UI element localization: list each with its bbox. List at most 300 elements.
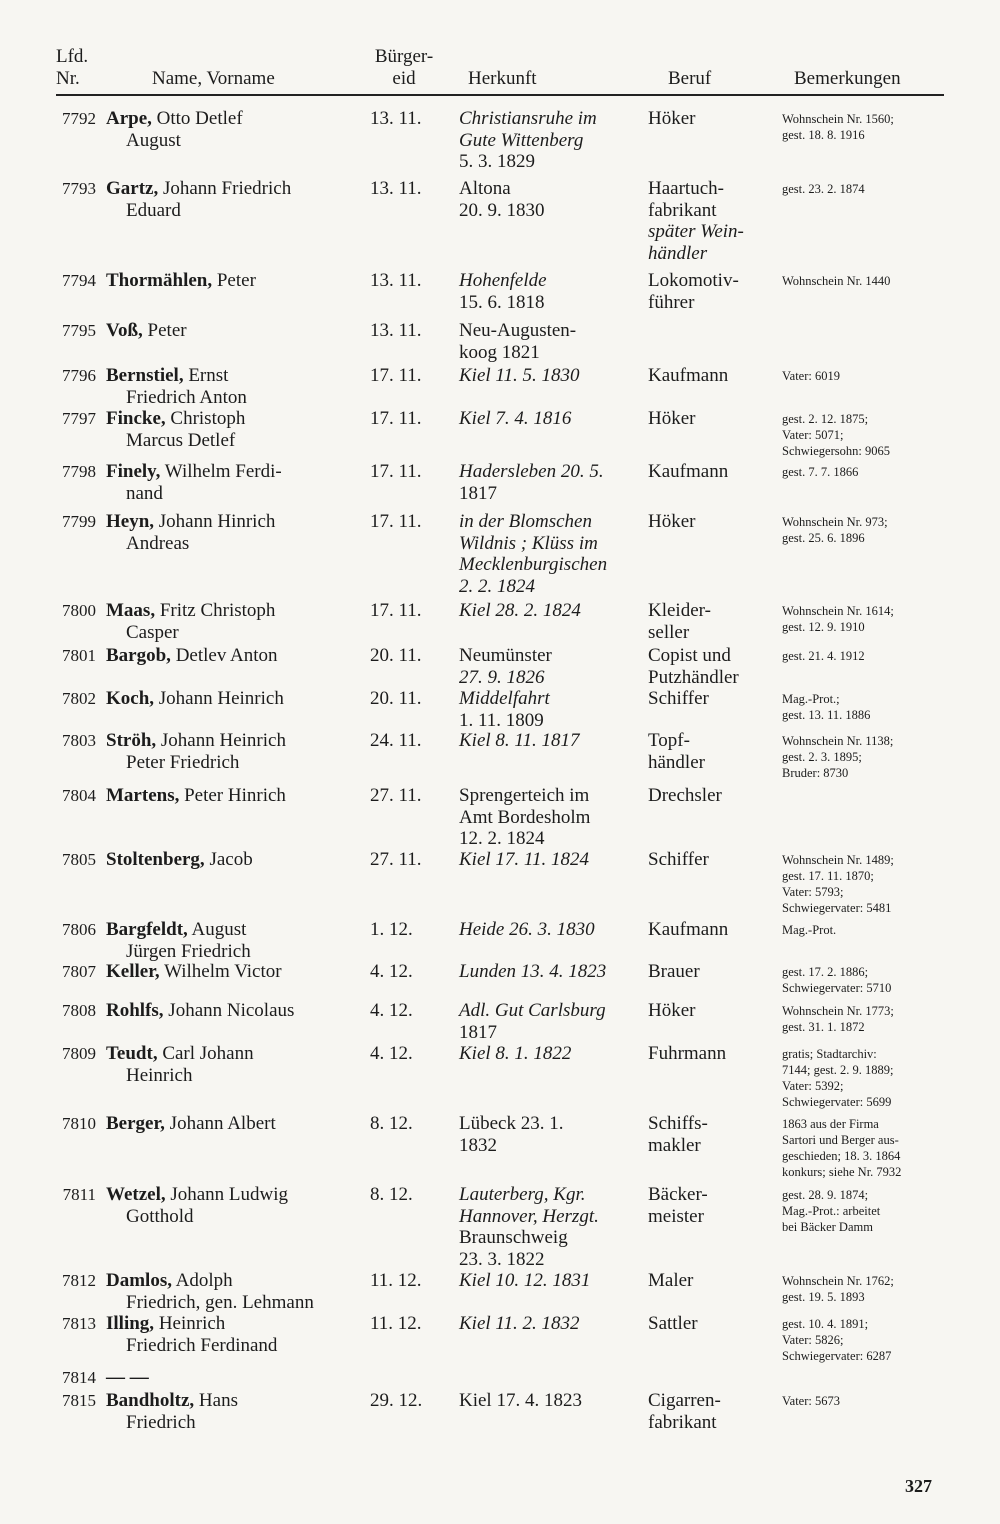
origin [459,785,644,850]
oath-date: 4. 12. [370,1043,413,1064]
header-nr [56,46,88,90]
oath-date: 29. 12. [370,1390,423,1411]
occupation [648,408,778,430]
given-names: Johann Albert [164,1113,276,1134]
origin-line: 15. 6. 1818 [459,291,545,313]
origin-line: 12. 2. 1824 [459,828,545,849]
entry-number: 7792 [62,109,96,128]
remarks-line: Wohnschein Nr. 1773; [782,1004,894,1018]
remarks-line: gest. 2. 3. 1895; [782,750,862,764]
header-eid-line2: eid [392,68,416,89]
remarks-line: Vater: 5793; [782,885,844,899]
oath-date: 17. 11. [370,408,422,429]
given-names: Hans [194,1390,238,1411]
entry-name [106,408,368,451]
origin [459,730,644,752]
entry-number: 7793 [62,179,96,198]
surname: Bandholtz, [106,1390,195,1411]
remarks-line: Schwiegervater: 5699 [782,1095,892,1109]
given-names-continued: Friedrich [126,1411,196,1433]
origin-line: Gute Wittenberg [459,129,584,151]
entry-number: 7796 [62,366,96,385]
occupation [648,178,778,264]
origin [459,645,644,688]
header-buergereid [368,46,440,90]
given-names-continued: Friedrich Ferdinand [126,1334,278,1356]
remarks [782,464,948,480]
remarks-line: konkurs; siehe Nr. 7932 [782,1165,902,1179]
origin [459,919,644,941]
remarks-line: Schwiegersohn: 9065 [782,444,890,458]
given-names: Wilhelm Ferdi- [160,461,282,482]
remarks-line: Wohnschein Nr. 1560; [782,112,894,126]
oath-date: 4. 12. [370,961,413,982]
given-names: Otto Detlef [151,108,243,129]
origin [459,1184,644,1270]
entry-name [106,365,368,408]
occupation [648,270,778,313]
origin-line: Lübeck 23. 1. [459,1113,564,1134]
remarks [782,514,948,546]
origin [459,178,644,221]
remarks [782,368,948,384]
surname: Wetzel, [106,1184,166,1205]
given-names: Fritz Christoph [155,600,276,621]
remarks-line: gest. 2. 12. 1875; [782,412,869,426]
entry-number: 7800 [62,601,96,620]
occupation-line: später Wein- [648,221,744,242]
origin-line: 23. 3. 1822 [459,1248,545,1270]
remarks-line: gest. 19. 5. 1893 [782,1290,865,1304]
origin [459,1113,644,1156]
given-names-continued: Jürgen Friedrich [126,940,251,962]
remarks-line: 1863 aus der Firma [782,1117,879,1131]
origin [459,511,644,597]
header-beruf: Beruf [668,68,712,89]
surname: Maas, [106,600,156,621]
occupation [648,688,778,710]
entry-number: 7798 [62,462,96,481]
occupation [648,1313,778,1335]
origin [459,365,644,387]
surname: Fincke, [106,408,166,429]
origin-line: 5. 3. 1829 [459,151,535,172]
origin-line: Lauterberg, Kgr. [459,1184,586,1205]
remarks-line: Mag.-Prot.: arbeitet [782,1204,881,1218]
origin [459,688,644,731]
given-names: Johann Heinrich [156,730,286,751]
occupation-line: Sattler [648,1313,698,1334]
surname: Bernstiel, [106,365,184,386]
surname: Arpe, [106,108,152,129]
entry-name [106,108,368,151]
origin-line: koog 1821 [459,341,540,363]
entry-name [106,688,368,710]
origin-line: Christiansruhe im [459,108,597,129]
remarks [782,273,948,289]
occupation-line: Putzhändler [648,666,739,688]
remarks-line: gest. 28. 9. 1874; [782,1188,869,1202]
occupation [648,1390,778,1433]
given-names: Peter [142,320,187,341]
occupation-line: Schiffer [648,849,709,870]
occupation [648,919,778,941]
origin-line: 1832 [459,1134,497,1156]
occupation-line: Copist und [648,645,731,666]
header-nr-line1: Lfd. [56,46,89,67]
given-names: Carl Johann [157,1043,254,1064]
remarks [782,1273,948,1305]
surname: Heyn, [106,511,155,532]
occupation [648,785,778,807]
remarks [782,852,948,916]
remarks [782,1046,948,1110]
remarks-line: Mag.-Prot.; [782,692,840,706]
remarks-line: gest. 10. 4. 1891; [782,1317,869,1331]
given-names-continued: Gotthold [126,1205,194,1227]
occupation-line: Höker [648,408,696,429]
entry-name [106,849,368,871]
surname: Rohlfs, [106,1000,164,1021]
oath-date: 13. 11. [370,108,422,129]
remarks-line: gest. 17. 2. 1886; [782,965,869,979]
oath-date: 13. 11. [370,270,422,291]
given-names-continued: Marcus Detlef [126,429,236,451]
occupation [648,730,778,773]
oath-date: 8. 12. [370,1184,413,1205]
entry-number: 7805 [62,850,96,869]
given-names: August [187,919,247,940]
occupation-line: seller [648,621,690,643]
entry-name [106,1043,368,1086]
entry-name [106,1390,368,1433]
origin [459,408,644,430]
remarks-line: Vater: 6019 [782,369,840,383]
entry-number: 7807 [62,962,96,981]
origin-line: Heide 26. 3. 1830 [459,919,595,940]
given-names: Heinrich [154,1313,226,1334]
occupation [648,365,778,387]
given-names-continued: August [126,129,181,151]
origin-line: Kiel 11. 5. 1830 [459,365,580,386]
surname: Voß, [106,320,143,341]
occupation [648,511,778,533]
origin [459,1000,644,1043]
entry-number: 7799 [62,512,96,531]
origin-line: Kiel 8. 11. 1817 [459,730,580,751]
remarks-line: Sartori und Berger aus- [782,1133,899,1147]
occupation [648,108,778,130]
origin [459,849,644,871]
given-names: Peter [212,270,256,291]
origin [459,270,644,313]
origin-line: Kiel 7. 4. 1816 [459,408,572,429]
surname: — — [106,1367,149,1388]
occupation-line: Topf- [648,730,690,751]
origin [459,108,644,173]
header-eid-line1: Bürger- [374,46,434,67]
remarks [782,1116,948,1180]
entry-number: 7802 [62,689,96,708]
origin-line: Middelfahrt [459,688,550,709]
oath-date: 17. 11. [370,365,422,386]
occupation [648,961,778,983]
entry-name [106,919,368,962]
entry-name [106,461,368,504]
origin [459,600,644,622]
entry-name [106,178,368,221]
surname: Finely, [106,461,161,482]
remarks-line: Schwiegervater: 5481 [782,901,892,915]
remarks-line: gest. 21. 4. 1912 [782,649,865,663]
remarks-line: gest. 13. 11. 1886 [782,708,871,722]
occupation-line: fabrikant [648,199,717,221]
occupation-line: Bäcker- [648,1184,708,1205]
occupation [648,645,778,688]
given-names: Peter Hinrich [179,785,286,806]
oath-date: 17. 11. [370,600,422,621]
remarks-line: Vater: 5673 [782,1394,840,1408]
remarks [782,111,948,143]
remarks [782,648,948,664]
entry-name [106,1000,368,1022]
occupation-line: Kaufmann [648,919,729,940]
surname: Thormählen, [106,270,213,291]
origin-line: 2. 2. 1824 [459,575,535,597]
remarks-line: gest. 23. 2. 1874 [782,182,865,196]
entry-number: 7794 [62,271,96,290]
entry-number: 7815 [62,1391,96,1410]
oath-date: 17. 11. [370,511,422,532]
remarks [782,1316,948,1364]
remarks-line: Wohnschein Nr. 1138; [782,734,894,748]
entry-name [106,1313,368,1356]
entry-number: 7795 [62,321,96,340]
origin-line: Neu-Augusten- [459,320,577,341]
oath-date: 17. 11. [370,461,422,482]
given-names-continued: Heinrich [126,1064,193,1086]
remarks [782,691,948,723]
remarks-line: Schwiegervater: 5710 [782,981,892,995]
occupation-line: Brauer [648,961,700,982]
occupation-line: Schiffs- [648,1113,708,1134]
remarks-line: Wohnschein Nr. 1614; [782,604,894,618]
remarks-line: 7144; gest. 2. 9. 1889; [782,1063,894,1077]
occupation-line: Haartuch- [648,178,724,199]
remarks [782,922,948,938]
occupation-line: Cigarren- [648,1390,721,1411]
entry-name [106,1367,368,1389]
origin-line: 1. 11. 1809 [459,709,544,731]
header-name: Name, Vorname [152,68,275,89]
origin-line: Kiel 28. 2. 1824 [459,600,581,621]
given-names-continued: Andreas [126,532,190,554]
remarks-line: Schwiegervater: 6287 [782,1349,892,1363]
origin-line: Kiel 17. 4. 1823 [459,1390,582,1411]
remarks-line: Wohnschein Nr. 973; [782,515,888,529]
remarks-line: gest. 17. 11. 1870; [782,869,874,883]
surname: Bargob, [106,645,171,666]
surname: Illing, [106,1313,155,1334]
occupation-line: Schiffer [648,688,709,709]
origin-line: Hannover, Herzgt. [459,1205,599,1227]
given-names: Ernst [183,365,229,386]
origin [459,1390,644,1412]
origin-line: Hadersleben 20. 5. [459,461,604,482]
surname: Teudt, [106,1043,158,1064]
origin-line: 1817 [459,482,497,504]
occupation [648,1113,778,1156]
origin-line: 27. 9. 1826 [459,666,545,688]
origin-line: Altona [459,178,511,199]
given-names-continued: Peter Friedrich [126,751,240,773]
occupation-line: händler [648,242,708,264]
oath-date: 11. 12. [370,1270,422,1291]
given-names: Johann Heinrich [154,688,284,709]
oath-date: 27. 11. [370,785,422,806]
remarks-line: gest. 7. 7. 1866 [782,465,859,479]
origin-line: Kiel 11. 2. 1832 [459,1313,580,1334]
occupation-line: Drechsler [648,785,722,806]
oath-date: 4. 12. [370,1000,413,1021]
surname: Damlos, [106,1270,172,1291]
entry-name [106,320,368,342]
origin-line: Adl. Gut Carlsburg [459,1000,606,1021]
given-names: Adolph [171,1270,233,1291]
entry-number: 7801 [62,646,96,665]
origin [459,961,644,983]
occupation-line: Maler [648,1270,694,1291]
remarks-line: Vater: 5826; [782,1333,844,1347]
given-names: Jacob [204,849,253,870]
origin-line: Kiel 10. 12. 1831 [459,1270,591,1291]
remarks [782,181,948,197]
origin-line: Neumünster [459,645,552,666]
given-names: Christoph [165,408,246,429]
given-names: Johann Ludwig [165,1184,289,1205]
remarks-line: Bruder: 8730 [782,766,849,780]
given-names: Johann Nicolaus [163,1000,295,1021]
given-names-continued: Friedrich Anton [126,386,247,408]
surname: Martens, [106,785,180,806]
entry-name [106,785,368,807]
surname: Ströh, [106,730,157,751]
surname: Stoltenberg, [106,849,205,870]
origin-line: 20. 9. 1830 [459,199,545,221]
entry-number: 7813 [62,1314,96,1333]
occupation-line: meister [648,1205,704,1227]
origin-line: Sprengerteich im [459,785,590,806]
oath-date: 13. 11. [370,320,422,341]
oath-date: 20. 11. [370,688,422,709]
occupation [648,461,778,483]
entry-number: 7803 [62,731,96,750]
given-names: Wilhelm Victor [159,961,282,982]
remarks-line: Wohnschein Nr. 1489; [782,853,894,867]
occupation-line: fabrikant [648,1411,717,1433]
occupation [648,1000,778,1022]
remarks-line: Wohnschein Nr. 1440 [782,274,891,288]
surname: Berger, [106,1113,165,1134]
occupation [648,1043,778,1065]
given-names-continued: Eduard [126,199,181,221]
surname: Gartz, [106,178,159,199]
occupation-line: makler [648,1134,701,1156]
remarks [782,603,948,635]
oath-date: 1. 12. [370,919,413,940]
origin-line: 1817 [459,1021,497,1043]
remarks [782,1187,948,1235]
entry-number: 7806 [62,920,96,939]
remarks [782,964,948,996]
table-header [56,44,944,96]
header-herkunft: Herkunft [468,68,537,89]
occupation [648,1184,778,1227]
occupation-line: Kleider- [648,600,711,621]
occupation-line: händler [648,751,705,773]
given-names-continued: Casper [126,621,179,643]
occupation-line: Höker [648,108,696,129]
origin-line: in der Blomschen [459,511,592,532]
occupation-line: Kaufmann [648,461,729,482]
origin [459,1043,644,1065]
entry-number: 7809 [62,1044,96,1063]
remarks-line: gratis; Stadtarchiv: [782,1047,877,1061]
surname: Keller, [106,961,160,982]
oath-date: 24. 11. [370,730,422,751]
entry-number: 7808 [62,1001,96,1020]
origin-line: Kiel 17. 11. 1824 [459,849,590,870]
origin-line: Mecklenburgischen [459,554,608,575]
given-names: Johann Friedrich [158,178,292,199]
origin-line: Braunschweig [459,1227,568,1248]
origin [459,1270,644,1292]
entry-name [106,1113,368,1135]
remarks [782,733,948,781]
entry-name [106,961,368,983]
remarks-line: bei Bäcker Damm [782,1220,873,1234]
surname: Koch, [106,688,155,709]
header-bemerkungen: Bemerkungen [794,68,901,89]
page-number: 327 [905,1476,932,1496]
remarks-line: gest. 25. 6. 1896 [782,531,865,545]
entry-number: 7810 [62,1114,96,1133]
entry-number: 7804 [62,786,96,805]
header-nr-line2: Nr. [56,68,80,89]
occupation [648,600,778,643]
remarks-line: geschieden; 18. 3. 1864 [782,1149,901,1163]
entry-number: 7797 [62,409,96,428]
entry-name [106,1270,368,1313]
occupation-line: Höker [648,1000,696,1021]
remarks-line: gest. 31. 1. 1872 [782,1020,865,1034]
entry-name [106,730,368,773]
entry-name [106,511,368,554]
origin-line: Kiel 8. 1. 1822 [459,1043,572,1064]
entry-name [106,1184,368,1227]
oath-date: 8. 12. [370,1113,413,1134]
remarks [782,411,948,459]
occupation [648,1270,778,1292]
occupation-line: führer [648,291,695,313]
origin-line: Hohenfelde [459,270,547,291]
remarks [782,1003,948,1035]
occupation [648,849,778,871]
oath-date: 27. 11. [370,849,422,870]
origin [459,320,644,363]
origin-line: Wildnis ; Klüss im [459,532,598,554]
origin [459,461,644,504]
